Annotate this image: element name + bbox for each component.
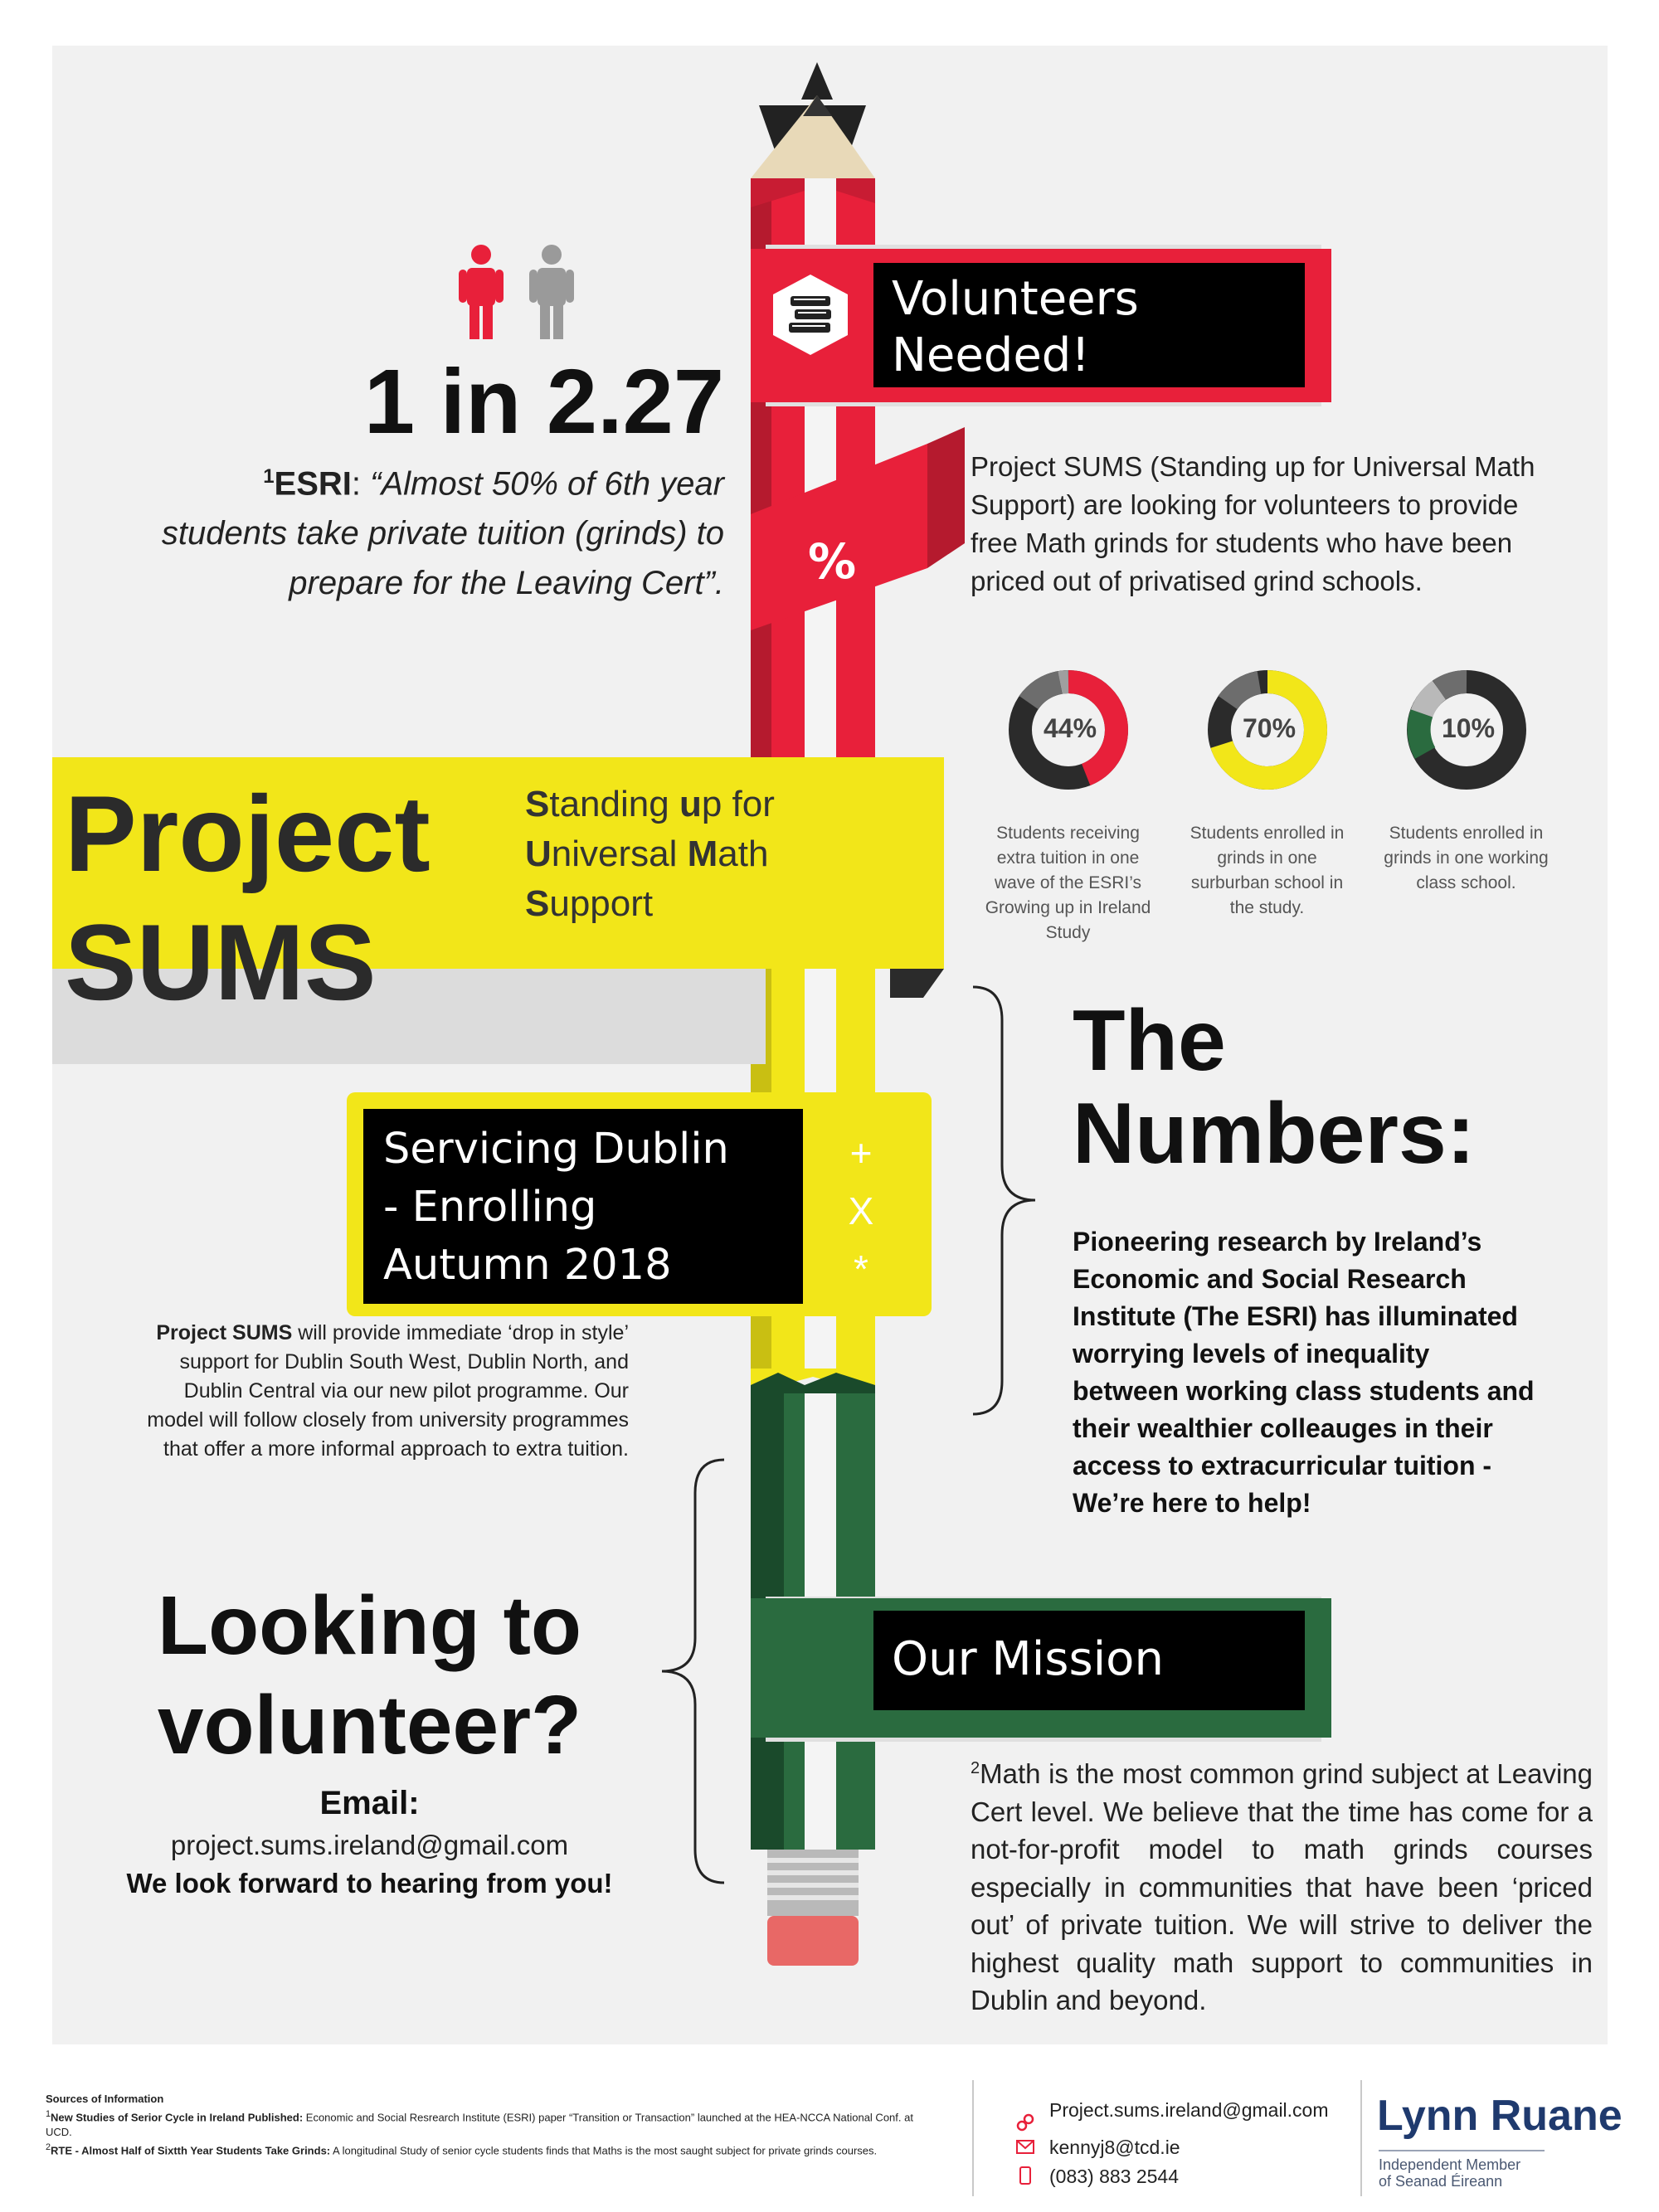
brace-volunteer xyxy=(658,1456,732,1887)
donut-caption-10: Students enrolled in grinds in one working class school. xyxy=(1384,824,1549,892)
stat-quote-text: “Almost 50% of 6th year students take private tuition (grinds) to prepare for the Leaving Cert”. xyxy=(161,465,724,602)
sources-title: Sources of Information xyxy=(46,2093,164,2105)
person-grey-icon xyxy=(528,245,576,340)
servicing-line1: Servicing Dublin xyxy=(383,1125,729,1174)
source-2: $^2$RTE - Almost Half of Sixtth Year Students Take Grinds: A longitudinal Study of senior cycle students finds that Maths is the most saught subject for private grinds courses. xyxy=(46,2142,878,2157)
mission-body: $^2$Math is the most common grind subject at Leaving Cert level. We believe that the time has come for a not-for-profit model to math grinds courses especially in communities that have been ‘priced out’ of private tuition. We will strive to deliver the highest quality math support to communities in Dublin and beyond. xyxy=(971,1758,1593,2015)
footer-sources xyxy=(46,2092,941,2159)
servicing-line2: - Enrolling xyxy=(383,1183,597,1232)
banner-fold xyxy=(890,969,948,1002)
volunteer-cta-email[interactable]: project.sums.ireland@gmail.com xyxy=(170,1830,569,1860)
donut-caption-44: Students receiving extra tuition in one wave of the ESRI’s Growing up in Ireland Study xyxy=(985,824,1151,942)
footer-divider-1 xyxy=(972,2080,974,2196)
donut-caption-70: Students enrolled in grinds in one surburban school in the study. xyxy=(1190,824,1345,917)
numbers-body: Pioneering research by Ireland’s Economic and Social Research Institute (The ESRI) has illuminated worrying levels of inequality between working class students and their wealthier colleauges in their access to extracurricular tuition - We’re here to help! xyxy=(1073,1227,1535,1518)
brand-line2: of Seanad Éireann xyxy=(1379,2173,1503,2190)
donut-label-10: 10% xyxy=(1442,713,1496,743)
brand-block xyxy=(1377,2092,1623,2190)
volunteer-cta-closing: We look forward to hearing from you! xyxy=(126,1868,613,1898)
volunteers-body: Project SUMS (Standing up for Universal Math Support) are looking for volunteers to provide free Math grinds for students who have been priced out of privatised grind schools. xyxy=(971,451,1535,596)
mission-title: Our Mission xyxy=(892,1632,1164,1686)
footer-contact-email[interactable]: Project.sums.ireland@gmail.com xyxy=(1049,2099,1329,2121)
servicing-line3: Autumn 2018 xyxy=(383,1241,672,1290)
volunteer-cta-email-label: Email: xyxy=(319,1785,420,1821)
donut-label-70: 70% xyxy=(1243,713,1297,743)
books-icon xyxy=(767,271,854,358)
brand-name: Lynn Ruane xyxy=(1377,2092,1623,2140)
mission-title-box xyxy=(873,1611,1305,1710)
pencil-eraser xyxy=(767,1916,859,1966)
mail-icon xyxy=(1016,2140,1034,2155)
volunteers-title-line1: Volunteers xyxy=(892,272,1139,326)
stat-footnote-num: 1 xyxy=(263,465,275,488)
footer-contact-phone: (083) 883 2544 xyxy=(1049,2166,1180,2187)
stat-source: ESRI xyxy=(274,465,352,503)
stat-headline: 1 in 2.27 xyxy=(363,351,724,453)
provide-text: Project SUMS will provide immediate ‘drop in style’ support for Dublin South West, Dublin North, and Dublin Central via our new pilot programme. Our model will follow closely from university programmes that offer a more informal approach to extra tuition. xyxy=(147,1321,629,1461)
math-symbols: + X * xyxy=(848,1131,874,1291)
brand-rule xyxy=(1379,2150,1545,2151)
poster-background xyxy=(52,46,1608,2044)
numbers-title: The Numbers: xyxy=(1073,993,1476,1182)
footer-divider-2 xyxy=(1360,2080,1362,2196)
servicing-box xyxy=(363,1109,803,1304)
volunteers-title-box xyxy=(873,263,1305,387)
source-1: $^1$New Studies of Serior Cycle in Ireland Published: Economic and Social Resrearch Institute (ESRI) paper “Transition or Transaction” launched at the HEA-NCCA National Conf. at UCD. xyxy=(46,2109,913,2139)
project-title-line2: SUMS xyxy=(65,902,377,1023)
project-tagline: Standing up for Universal Math Support xyxy=(525,784,775,924)
volunteers-title-line2: Needed! xyxy=(892,328,1090,382)
project-title-line1: Project xyxy=(65,773,431,894)
brace-numbers xyxy=(965,983,1039,1418)
person-red-icon xyxy=(457,245,505,340)
phone-icon xyxy=(1019,2166,1031,2185)
stat-quote: $^1$ESRI: “Almost 50% of 6th year students take private tuition (grinds) to prepare for the Leaving Cert”. xyxy=(161,465,724,602)
brand-line1: Independent Member xyxy=(1379,2156,1521,2173)
donut-label-44: 44% xyxy=(1044,713,1097,743)
footer-contact-email2[interactable]: kennyj8@tcd.ie xyxy=(1049,2137,1180,2158)
volunteer-cta-title: Looking to volunteer? xyxy=(157,1579,582,1772)
link-icon xyxy=(1016,2113,1034,2132)
percent-symbol: % xyxy=(807,533,857,590)
